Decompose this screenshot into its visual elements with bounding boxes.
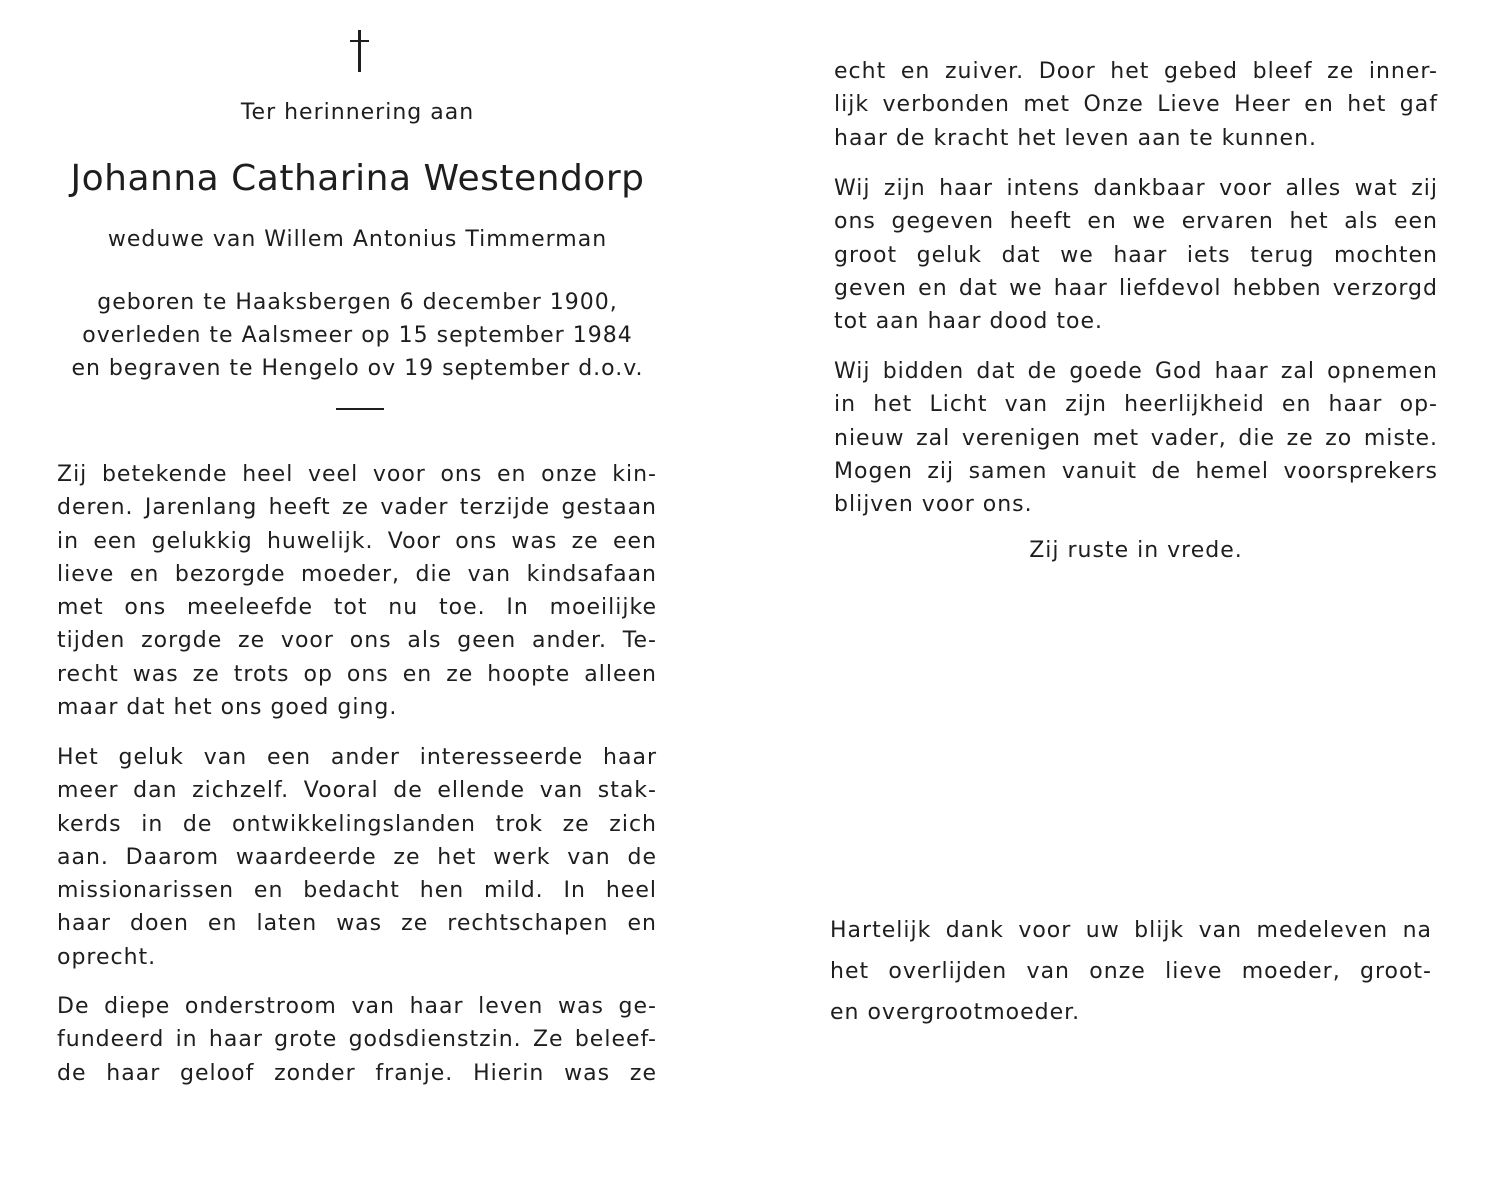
paragraph-meaning: Zij betekende heel veel voor ons en onze kin- deren. Jarenlang heeft ze vader terzijde gestaan in een gelukkig huwelijk. Voor ons was ze een lieve en bezorgde moeder, die van kindsafaan met ons meeleefde tot nu toe. In moeilijke tijden zorgde ze voor ons als geen ander. Te- recht was ze trots op ons en ze hoopte alleen maar dat het ons goed ging. [57, 462, 657, 721]
death-line: overleden te Aalsmeer op 15 september 1984 [82, 323, 633, 348]
widow-of-text: weduwe van Willem Antonius Timmerman [107, 227, 608, 252]
life-dates [55, 286, 660, 385]
divider [336, 408, 384, 410]
burial-line: en begraven te Hengelo ov 19 september d.o.v. [71, 356, 644, 381]
thank-you-note: Hartelijk dank voor uw blijk van medeleven na het overlijden van onze lieve moeder, groot- en overgrootmoeder. [830, 918, 1432, 1025]
paragraph-faith: De diepe onderstroom van haar leven was ge- fundeerd in haar grote godsdienstzin. Ze beleef- de haar geloof zonder franje. Hierin was ze [57, 994, 657, 1086]
intro-text: Ter herinnering aan [240, 100, 475, 125]
deceased-name: Johanna Catharina Westendorp [70, 158, 645, 199]
paragraph-compassion: Het geluk van een ander interesseerde haar meer dan zichzelf. Vooral de ellende van stak- kerds in de ontwikkelingslanden trok ze zich aan. Daarom waardeerde ze het werk van de missionarissen en bedacht hen mild. In heel haar doen en laten was ze rechtschapen en oprecht. [57, 745, 657, 970]
rest-in-peace: Zij ruste in vrede. [1029, 538, 1243, 563]
cross-icon [348, 30, 372, 72]
paragraph-prayer: Wij bidden dat de goede God haar zal opnemen in het Licht van zijn heerlijkheid en haar op- nieuw zal verenigen met vader, die ze zo miste. Mogen zij samen vanuit de hemel voorsprekers blijven voor ons. [834, 359, 1438, 518]
paragraph-gratitude: Wij zijn haar intens dankbaar voor alles wat zij ons gegeven heeft en we ervaren het als een groot geluk dat we haar iets terug mochten geven en dat we haar liefdevol hebben verzorgd tot aan haar dood toe. [834, 176, 1438, 335]
birth-line: geboren te Haaksbergen 6 december 1900, [97, 290, 618, 315]
paragraph-faith-continued: echt en zuiver. Door het gebed bleef ze inner- lijk verbonden met Onze Lieve Heer en het gaf haar de kracht het leven aan te kunnen. [834, 59, 1438, 151]
